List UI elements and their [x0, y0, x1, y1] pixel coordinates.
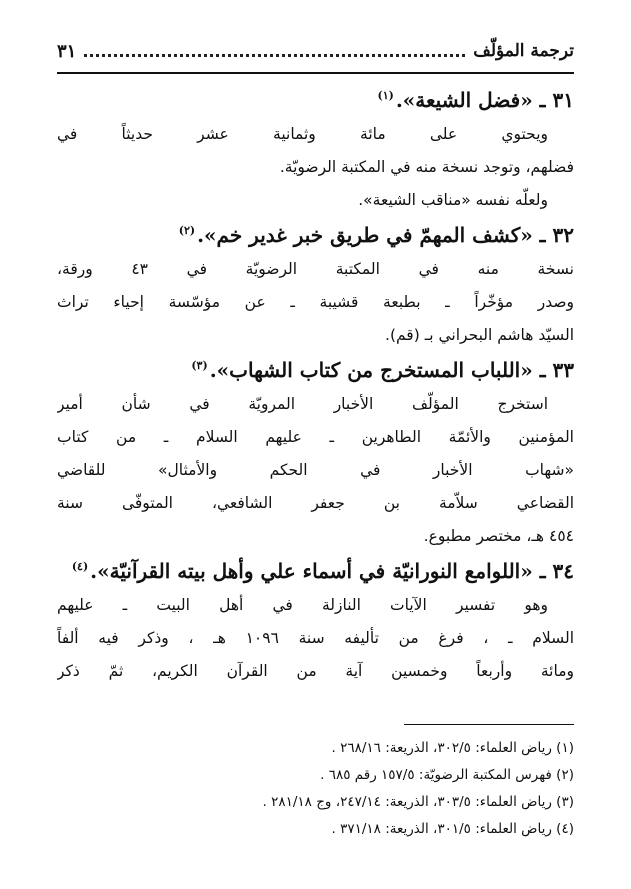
header-rule — [57, 72, 574, 74]
footnote-mark: (١) — [377, 89, 394, 103]
paragraph-line: فضلهم، وتوجد نسخة منه في المكتبة الرضويّة. — [279, 158, 574, 176]
footnote-mark: (٣) — [191, 359, 208, 373]
paragraph-line: وهو تفسير الآيات النازلة في أهل البيت ـ عليهم — [57, 596, 548, 614]
header-title: ترجمة المؤلّف — [473, 41, 574, 61]
entry-heading — [57, 82, 574, 118]
paragraph-line: «شهاب الأخبار في الحكم والأمثال» للقاضي — [57, 461, 574, 479]
entry-heading — [57, 352, 574, 388]
footnote-separator — [404, 724, 574, 725]
footnote-mark: (٢) — [178, 224, 196, 238]
paragraph-line: السلام ـ ، فرغ من تأليفه سنة ١٠٩٦ هـ ، وذكر فيه ألفاً — [57, 629, 574, 647]
paragraph-line: ومائة وأربعاً وخمسين آية من القرآن الكريم، ثمّ ذكر — [57, 662, 574, 680]
paragraph-line: المؤمنين والأئمّة الطاهرين ـ عليهم السلام ـ من كتاب — [57, 428, 574, 446]
header-dot-leader — [84, 54, 465, 57]
footnote-mark: (٤) — [71, 560, 89, 574]
paragraph-line: استخرج المؤلّف الأخبار المرويّة في شأن أمير — [57, 395, 548, 413]
paragraph-line: وصدر مؤخّراً ـ بطبعة قشيبة ـ عن مؤسّسة إحياء تراث — [57, 293, 574, 311]
entry-heading-text: ٣٤ ـ «اللوامع النورانيّة في أسماء علي وأهل بيته القرآنيّة». — [90, 559, 574, 583]
footnote: (٢) فهرس المكتبة الرضويّة: ١٥٧/٥ رقم ٦٨٥ . — [320, 767, 574, 783]
entry-heading-text: ٣٢ ـ «كشف المهمّ في طريق خبر غدير خم». — [197, 223, 574, 247]
footnote: (٣) رياض العلماء: ٣٠٣/٥، الذريعة: ٢٤٧/١٤، وج ٢٨١/١٨ . — [262, 794, 574, 810]
paragraph-line: ٤٥٤ هـ، مختصر مطبوع. — [423, 527, 574, 545]
page-body — [57, 82, 574, 688]
paragraph-line: القضاعي سلاّمة بن جعفر الشافعي، المتوفّى سنة — [57, 494, 574, 512]
paragraph-line: ولعلّه نفسه «مناقب الشيعة». — [358, 191, 548, 209]
page-number: ٣١ — [57, 40, 77, 62]
paragraph-line: نسخة منه في المكتبة الرضويّة في ٤٣ ورقة، — [57, 260, 574, 278]
paragraph-line: السيّد هاشم البحراني بـ (قم). — [385, 326, 574, 344]
footnote: (١) رياض العلماء: ٣٠٢/٥، الذريعة: ٢٦٨/١٦ . — [331, 740, 574, 756]
entry-heading-text: ٣١ ـ «فضل الشيعة». — [395, 88, 574, 112]
footnotes — [57, 735, 574, 843]
entry-heading — [57, 217, 574, 253]
footnote: (٤) رياض العلماء: ٣٠١/٥، الذريعة: ٣٧١/١٨ . — [331, 821, 574, 837]
paragraph-line: ويحتوي على مائة وثمانية عشر حديثاً في — [57, 125, 548, 143]
entry-heading — [57, 553, 574, 589]
running-header — [57, 36, 574, 66]
entry-heading-text: ٣٣ ـ «اللباب المستخرج من كتاب الشهاب». — [209, 358, 574, 382]
